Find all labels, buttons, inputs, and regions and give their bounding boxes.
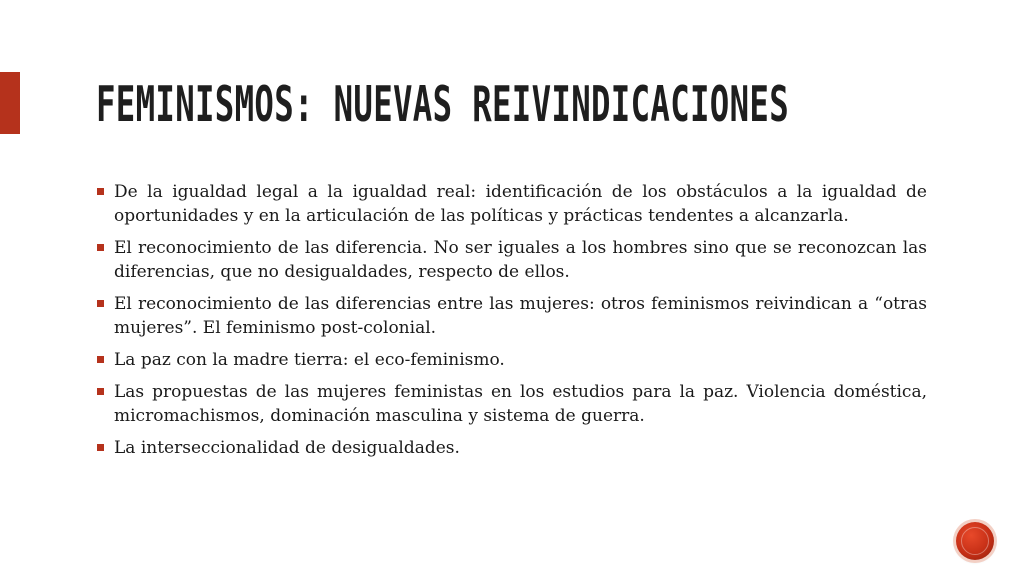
bullet-item xyxy=(97,348,927,372)
bullet-text: El reconocimiento de las diferencias entre las mujeres: otros feminismos reivindican a “otras mujeres”. El feminismo post-colonial. xyxy=(114,294,927,338)
title-accent-bar xyxy=(0,72,20,134)
slide-nav-button[interactable] xyxy=(956,522,994,560)
bullet-list xyxy=(97,180,927,460)
square-bullet-icon xyxy=(97,388,104,395)
bullet-item xyxy=(97,380,927,428)
bullet-text: El reconocimiento de las diferencia. No ser iguales a los hombres sino que se reconozcan las diferencias, que no desigualdades, respecto de ellos. xyxy=(114,238,927,282)
bullet-item xyxy=(97,292,927,340)
square-bullet-icon xyxy=(97,244,104,251)
bullet-item xyxy=(97,236,927,284)
slide-title: FEMINISMOS: NUEVAS REIVINDICACIONES xyxy=(96,76,790,133)
slide-content xyxy=(97,180,927,468)
bullet-item xyxy=(97,180,927,228)
bullet-text: La paz con la madre tierra: el eco-feminismo. xyxy=(114,350,505,370)
square-bullet-icon xyxy=(97,188,104,195)
circle-icon xyxy=(961,527,989,555)
square-bullet-icon xyxy=(97,444,104,451)
bullet-text: La interseccionalidad de desigualdades. xyxy=(114,438,460,458)
bullet-text: Las propuestas de las mujeres feministas en los estudios para la paz. Violencia doméstica, micromachismos, dominación masculina y sistema de guerra. xyxy=(114,382,927,426)
square-bullet-icon xyxy=(97,300,104,307)
bullet-text: De la igualdad legal a la igualdad real: identificación de los obstáculos a la igualdad de oportunidades y en la articulación de las políticas y prácticas tendentes a alcanzarla. xyxy=(114,182,927,226)
bullet-item xyxy=(97,436,927,460)
square-bullet-icon xyxy=(97,356,104,363)
